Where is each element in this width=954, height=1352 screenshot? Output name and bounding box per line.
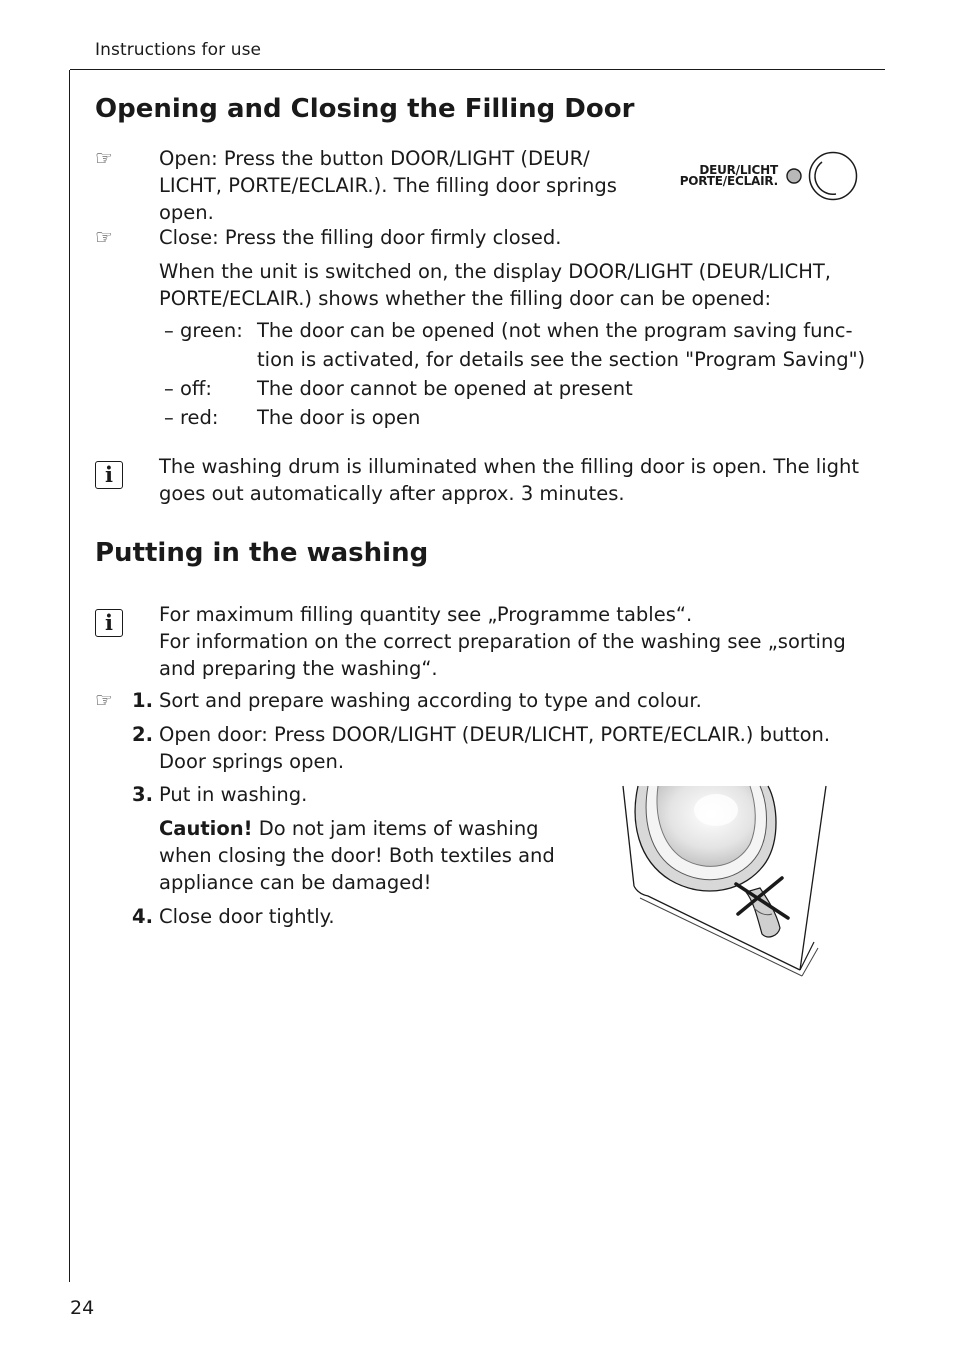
info-icon-glyph: i xyxy=(105,610,113,635)
panel-label-line-1: DEUR/LICHT xyxy=(699,163,778,177)
door-light-button-icon xyxy=(784,150,862,204)
caution-line-3: appliance can be damaged! xyxy=(159,871,432,894)
page-number: 24 xyxy=(70,1297,95,1319)
pointing-hand-icon: ☞ xyxy=(95,146,113,170)
open-step-line-2: LICHT, PORTE/ECLAIR.). The filling door springs xyxy=(159,174,617,197)
display-note-line-1: When the unit is switched on, the display DOOR/LIGHT (DEUR/LICHT, xyxy=(159,260,831,283)
state-desc-green xyxy=(257,317,865,373)
info-filling-line-3: and preparing the washing“. xyxy=(159,657,438,680)
caution-note xyxy=(159,815,555,896)
display-note xyxy=(159,258,831,312)
step-text-2-line-1: Open door: Press DOOR/LIGHT (DEUR/LICHT, PORTE/ECLAIR.) button. xyxy=(159,723,831,746)
section-title-door: Opening and Closing the Filling Door xyxy=(95,94,635,124)
info-filling-line-1: For maximum filling quantity see „Programme tables“. xyxy=(159,603,693,626)
step-number-3: 3. xyxy=(132,783,153,806)
caution-line-1: Do not jam items of washing xyxy=(258,817,539,840)
panel-label-line-2: PORTE/ECLAIR. xyxy=(679,174,778,188)
washing-machine-door-illustration xyxy=(618,782,832,978)
state-key-off: – off: xyxy=(164,377,212,400)
info-drum-line-2: goes out automatically after approx. 3 minutes. xyxy=(159,482,625,505)
step-text-2-line-2: Door springs open. xyxy=(159,750,345,773)
header-rule xyxy=(70,69,885,70)
step-text-4: Close door tightly. xyxy=(159,905,335,928)
pointing-hand-icon: ☞ xyxy=(95,225,113,249)
pointing-hand-icon: ☞ xyxy=(95,688,113,712)
info-drum-line-1: The washing drum is illuminated when the filling door is open. The light xyxy=(159,455,860,478)
open-step xyxy=(159,145,617,226)
open-step-line-3: open. xyxy=(159,201,214,224)
state-desc-green-line-1: The door can be opened (not when the program saving func- xyxy=(257,319,853,342)
state-key-green: – green: xyxy=(164,319,243,342)
info-filling-line-2: For information on the correct preparation of the washing see „sorting xyxy=(159,630,846,653)
info-icon xyxy=(95,461,123,489)
step-number-1: 1. xyxy=(132,689,153,712)
caution-line-2: when closing the door! Both textiles and xyxy=(159,844,555,867)
state-desc-off: The door cannot be opened at present xyxy=(257,377,633,400)
caution-label: Caution! xyxy=(159,817,253,840)
state-desc-red: The door is open xyxy=(257,406,421,429)
margin-rule xyxy=(69,70,70,1282)
info-icon xyxy=(95,609,123,637)
step-text-2 xyxy=(159,721,830,775)
open-step-line-1: Open: Press the button DOOR/LIGHT (DEUR/ xyxy=(159,147,590,170)
section-title-washing: Putting in the washing xyxy=(95,538,429,568)
running-header: Instructions for use xyxy=(95,40,262,60)
close-step: Close: Press the filling door firmly closed. xyxy=(159,226,562,249)
door-light-panel-label xyxy=(670,165,778,187)
state-desc-green-line-2: tion is activated, for details see the section "Program Saving") xyxy=(257,348,866,371)
info-drum-light xyxy=(159,453,859,507)
display-note-line-2: PORTE/ECLAIR.) shows whether the filling door can be opened: xyxy=(159,287,772,310)
state-key-red: – red: xyxy=(164,406,219,429)
info-icon-glyph: i xyxy=(105,462,113,487)
step-number-2: 2. xyxy=(132,723,153,746)
info-filling xyxy=(159,601,846,682)
step-text-1: Sort and prepare washing according to type and colour. xyxy=(159,689,702,712)
step-text-3: Put in washing. xyxy=(159,783,308,806)
step-number-4: 4. xyxy=(132,905,153,928)
